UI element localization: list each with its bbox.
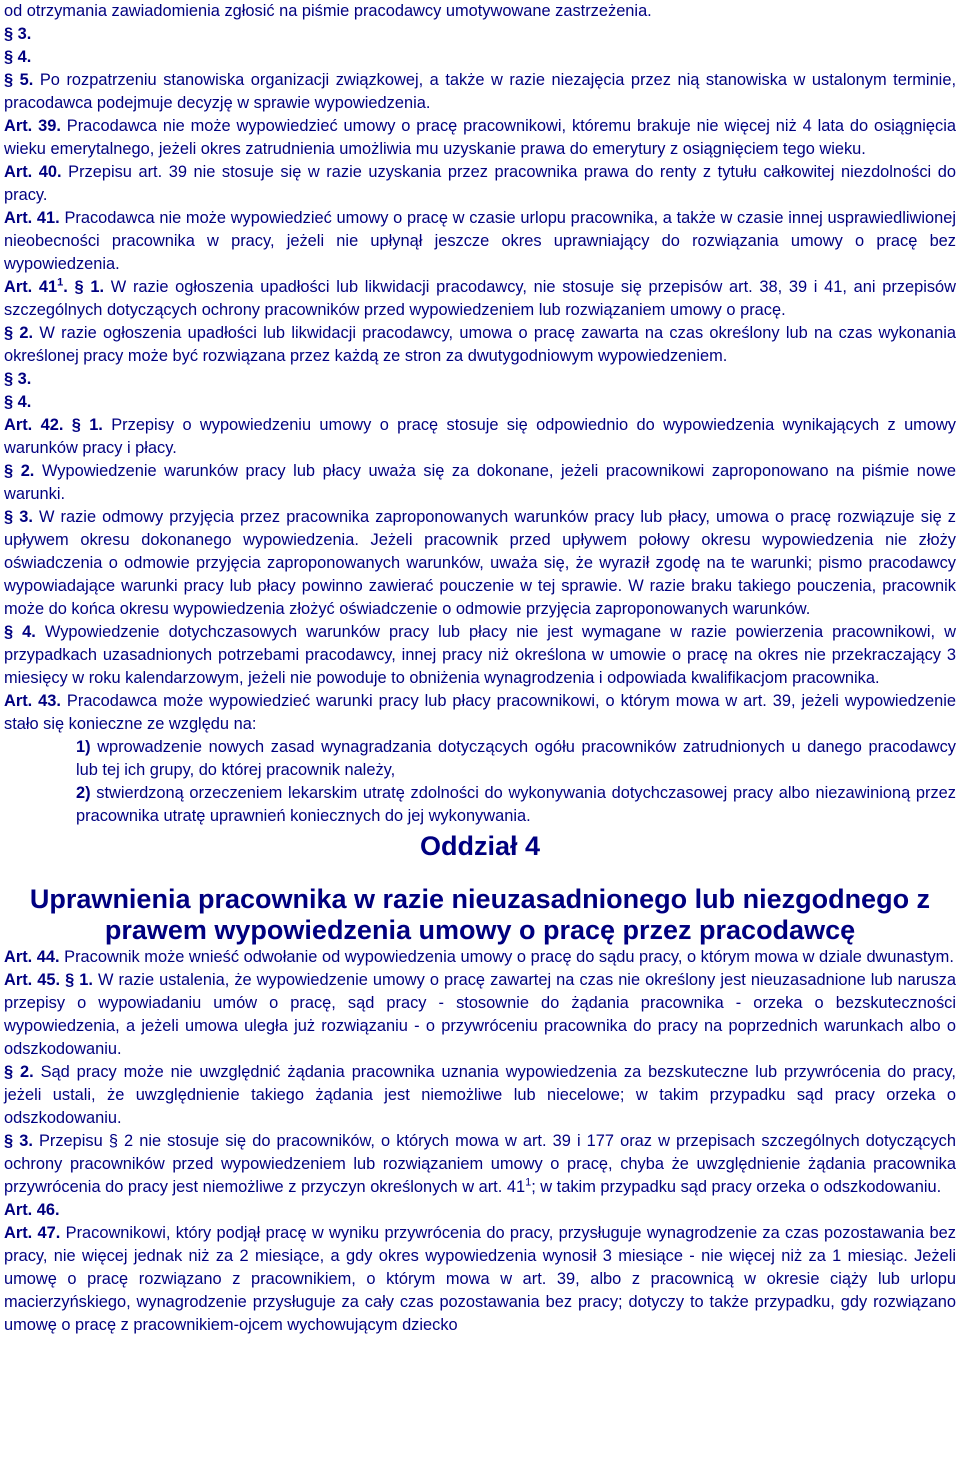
article-46: Art. 46. bbox=[4, 1201, 60, 1219]
section-marker: § 4. bbox=[4, 48, 32, 66]
paragraph: od otrzymania zawiadomienia zgłosić na piśmie pracodawcy umotywowane zastrzeżenia. bbox=[4, 2, 652, 20]
article-41: Art. 41. Pracodawca nie może wypowiedzieć umowy o pracę w czasie urlopu pracownika, a także w czasie innej usprawiedliwionej nieobecności pracownika w pracy, jeżeli nie upłynął jeszcze okres uprawniający do rozwiązania umowy o pracę bez wypowiedzenia. bbox=[4, 209, 956, 273]
paragraph: § 4. Wypowiedzenie dotychczasowych warunków pracy lub płacy nie jest wymagane w razie powierzenia pracownikowi, w przypadkach uzasadnionych potrzebami pracodawcy, innej pracy niż określona w umowie o pracę na okres nie przekraczający 3 miesięcy w roku kalendarzowym, jeżeli nie powoduje to obniżenia wynagrodzenia i odpowiada kwalifikacjom pracownika. bbox=[4, 623, 956, 687]
article-44: Art. 44. Pracownik może wnieść odwołanie od wypowiedzenia umowy o pracę do sądu pracy, o którym mowa w dziale dwunastym. bbox=[4, 948, 954, 966]
list-item: 1) wprowadzenie nowych zasad wynagradzania dotyczących ogółu pracowników zatrudnionych u danego pracodawcy lub tej ich grupy, do której pracownik należy, bbox=[76, 738, 956, 779]
article-42: Art. 42. § 1. Przepisy o wypowiedzeniu umowy o pracę stosuje się odpowiednio do wypowiedzenia wynikających z umowy warunków pracy i płacy. bbox=[4, 416, 956, 457]
paragraph: § 2. Wypowiedzenie warunków pracy lub płacy uważa się za dokonane, jeżeli pracownikowi zaproponowano na piśmie nowe warunki. bbox=[4, 462, 956, 503]
article-39: Art. 39. Pracodawca nie może wypowiedzieć umowy o pracę pracownikowi, któremu brakuje nie więcej niż 4 lata do osiągnięcia wieku emerytalnego, jeżeli okres zatrudnienia umożliwia mu uzyskanie prawa do emerytury z osiągnięciem tego wieku. bbox=[4, 117, 956, 158]
paragraph: § 3. W razie odmowy przyjęcia przez pracownika zaproponowanych warunków pracy lub płacy, umowa o pracę rozwiązuje się z upływem okresu dokonanego wypowiedzenia. Jeżeli pracownik przed upływem połowy okresu wypowiedzenia nie złoży oświadczenia o odmowie przyjęcia zaproponowanych warunków, uważa się, że wyraził zgodę na te warunki; pismo pracodawcy wypowiadające warunki pracy lub płacy powinno zawierać pouczenie w tej sprawie. W razie braku takiego pouczenia, pracownik może do końca okresu wypowiedzenia złożyć oświadczenie o odmowie przyjęcia zaproponowanych warunków. bbox=[4, 508, 956, 618]
division-heading: Uprawnienia pracownika w razie nieuzasadnionego lub niezgodnego z prawem wypowiedzenia umowy o pracę przez pracodawcę bbox=[29, 884, 931, 945]
division-title: Oddział 4 bbox=[419, 831, 541, 861]
paragraph: § 2. Sąd pracy może nie uwzględnić żądania pracownika uznania wypowiedzenia za bezskuteczne lub przywrócenia do pracy, jeżeli ustali, że uwzględnienie takiego żądania jest niemożliwe lub niecelowe; w takim przypadku sąd pracy orzeka o odszkodowaniu. bbox=[4, 1063, 956, 1127]
section-marker: § 4. bbox=[4, 393, 32, 411]
section-marker: § 3. bbox=[4, 370, 32, 388]
article-43: Art. 43. Pracodawca może wypowiedzieć warunki pracy lub płacy pracownikowi, o którym mowa w art. 39, jeżeli wypowiedzenie stało się konieczne ze względu na: bbox=[4, 692, 956, 733]
article-41-1: Art. $41^1$. § 1. W razie ogłoszenia upadłości lub likwidacji pracodawcy, nie stosuje się przepisów art. 38, 39 i 41, ani przepisów szczególnych dotyczących ochrony pracowników przed wypowiedzeniem lub rozwiązaniem umowy o pracę. bbox=[4, 276, 957, 319]
paragraph: § 2. W razie ogłoszenia upadłości lub likwidacji pracodawcy, umowa o pracę zawarta na czas określony lub na czas wykonania określonej pracy może być rozwiązana przez każdą ze stron za dwutygodniowym wypowiedzeniem. bbox=[4, 324, 957, 365]
paragraph: § 3. Przepisu § 2 nie stosuje się do pracowników, o których mowa w art. 39 i 177 oraz w przepisach szczególnych dotyczących ochrony pracowników przed wypowiedzeniem lub rozwiązaniem umowy o pracę, chyba że uwzględnienie żądania pracownika przywrócenia do pracy jest niemożliwe z przyczyn określonych w art. $41^1$; w takim przypadku sąd pracy orzeka o odszkodowaniu. bbox=[4, 1132, 956, 1196]
paragraph: § 5. Po rozpatrzeniu stanowiska organizacji związkowej, a także w razie niezajęcia przez nią stanowiska w ustalonym terminie, pracodawca podejmuje decyzję w sprawie wypowiedzenia. bbox=[4, 71, 956, 112]
document-page bbox=[4, 0, 956, 1337]
article-40: Art. 40. Przepisu art. 39 nie stosuje się w razie uzyskania przez pracownika prawa do renty z tytułu całkowitej niezdolności do pracy. bbox=[4, 163, 956, 204]
list-item: 2) stwierdzoną orzeczeniem lekarskim utratę zdolności do wykonywania dotychczasowej pracy albo niezawinioną przez pracownika utratę uprawnień koniecznych do jej wykonywania. bbox=[76, 784, 956, 825]
article-45: Art. 45. § 1. W razie ustalenia, że wypowiedzenie umowy o pracę zawartej na czas nie określony jest nieuzasadnione lub narusza przepisy o wypowiadaniu umów o pracę, sąd pracy - stosownie do żądania pracownika - orzeka o bezskuteczności wypowiedzenia, a jeżeli umowa uległa już rozwiązaniu - o przywróceniu pracownika do pracy na poprzednich warunkach albo o odszkodowaniu. bbox=[4, 971, 956, 1058]
section-marker: § 3. bbox=[4, 25, 32, 43]
article-47: Art. 47. Pracownikowi, który podjął pracę w wyniku przywrócenia do pracy, przysługuje wynagrodzenie za czas pozostawania bez pracy, nie więcej jednak niż za 2 miesiące, a gdy okres wypowiedzenia wynosił 3 miesiące - nie więcej niż za 1 miesiąc. Jeżeli umowę o pracę rozwiązano z pracownikiem, o którym mowa w art. 39, albo z pracownicą w okresie ciąży lub urlopu macierzyńskiego, wynagrodzenie przysługuje za cały czas pozostawania bez pracy; dotyczy to także przypadku, gdy rozwiązano umowę o pracę z pracownikiem-ojcem wychowującym dziecko bbox=[4, 1224, 956, 1334]
